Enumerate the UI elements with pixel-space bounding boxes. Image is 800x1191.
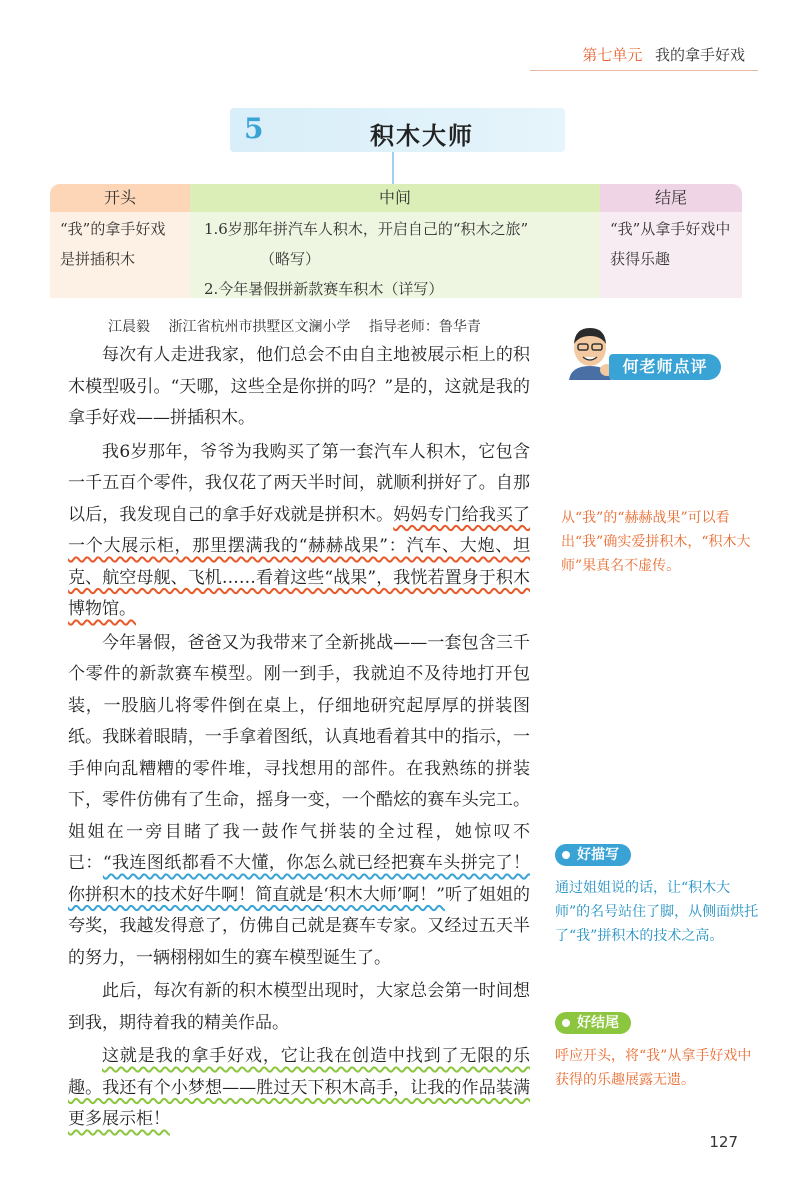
essay-sentence: 今年暑假，爸爸又为我带来了全新挑战——一套包含三千个零件的新款赛车模型。刚一到手，我就迫不及待地打开包装，一股脑儿将零件倒在桌上，仔细地研究起厚厚的拼装图纸。我眯着眼睛，一手拿着图纸，认真地看着其中的指示，一手伸向乱糟糟的零件堆，寻找想用的部件。在我熟练的拼装下，零件仿佛有了生命，摇身一变，一个酷炫的赛车头完工。姐姐在一旁目睹了我一鼓作气拼装的全过程，她惊叹不已： <box>68 632 530 873</box>
essay-paragraph: 每次有人走进我家，他们总会不由自主地被展示柜上的积木模型吸引。“天哪，这些全是你拼的吗？”是的，这就是我的拿手好戏——拼插积木。 <box>68 345 530 428</box>
outline-middle-text <box>190 212 600 298</box>
highlight-orange: 妈妈专门给我买了一个大展示柜，那里摆满我的“赫赫战果”：汽车、大炮、坦克、航空母舰、飞机……看着这些“战果”，我恍若置身于积木博物馆。 <box>68 504 531 619</box>
title-banner <box>230 108 565 152</box>
comment-note: 通过姐姐说的话，让“积木大师”的名号站住了脚，从侧面烘托了“我”拼积木的技术之高。 <box>555 880 759 944</box>
unit-theme: 我的拿手好戏 <box>654 46 745 64</box>
highlight-green: 这就是我的拿手好戏，它让我在创造中找到了无限的乐趣。我还有个小梦想——胜过天下积木高手，让我的作品装满更多展示柜！ <box>68 1046 530 1129</box>
good-description-tag: 好描写 <box>555 844 631 866</box>
page-number: 127 <box>709 1133 738 1151</box>
essay-sentence: 我6岁那年，爷爷为我购买了第一套汽车人积木，它包含一千五百个零件，我仅花了两天半时间，就顺利拼好了。自那以后，我发现自己的拿手好戏就是拼积木。 <box>68 441 530 525</box>
unit-label: 第七单元 <box>582 46 643 64</box>
outline-middle-label: 中间 <box>190 184 600 212</box>
school-name: 浙江省杭州市拱墅区文澜小学 <box>168 319 351 335</box>
page-header <box>582 44 745 65</box>
highlight-blue: “我连图纸都看不大懂，你怎么就已经把赛车头拼完了！你拼积木的技术好牛啊！简直就是‘积木大师’啊！” <box>68 853 530 905</box>
outline-end-text: “我”从拿手好戏中获得乐趣 <box>600 212 742 298</box>
outline-middle-item: （略写） <box>260 250 321 268</box>
header-divider <box>530 70 758 71</box>
outline-start-label: 开头 <box>50 184 190 212</box>
title-connector <box>392 152 394 184</box>
essay-paragraph <box>68 1041 530 1136</box>
essay-paragraph: 此后，每次有新的积木模型出现时，大家总会第一时间想到我，期待着我的精美作品。 <box>68 981 530 1033</box>
teacher-name: 指导老师：鲁华青 <box>368 319 481 335</box>
comment-title: 何老师点评 <box>609 354 721 380</box>
teacher-comment-sidebar <box>545 300 775 1140</box>
good-ending-tag: 好结尾 <box>555 1012 631 1034</box>
comment-note: 从“我”的“赫赫战果”可以看出“我”确实爱拼积木，“积木大师”果真名不虚传。 <box>561 510 751 574</box>
author-name: 江晨毅 <box>108 319 150 335</box>
byline <box>108 316 495 336</box>
page-title: 积木大师 <box>370 121 474 150</box>
lesson-number: 5 <box>244 112 264 145</box>
essay-paragraph <box>68 628 530 975</box>
outline-start-text: “我”的拿手好戏是拼插积木 <box>50 212 190 298</box>
outline-middle-item: 2.今年暑假拼新款赛车积木（详写） <box>204 280 444 298</box>
comment-note: 呼应开头，将“我”从拿手好戏中获得的乐趣展露无遗。 <box>555 1048 752 1088</box>
outline-end-label: 结尾 <box>600 184 742 212</box>
outline-middle-item: 1.6岁那年拼汽车人积木，开启自己的“积木之旅” <box>204 220 529 238</box>
essay-sentence: 听了姐姐的夸奖，我越发得意了，仿佛自己就是赛车专家。又经过五天半的努力，一辆栩栩如生的赛车模型诞生了。 <box>68 884 531 968</box>
structure-outline <box>50 184 742 298</box>
essay-paragraph <box>68 437 530 626</box>
essay-body <box>68 340 530 1138</box>
